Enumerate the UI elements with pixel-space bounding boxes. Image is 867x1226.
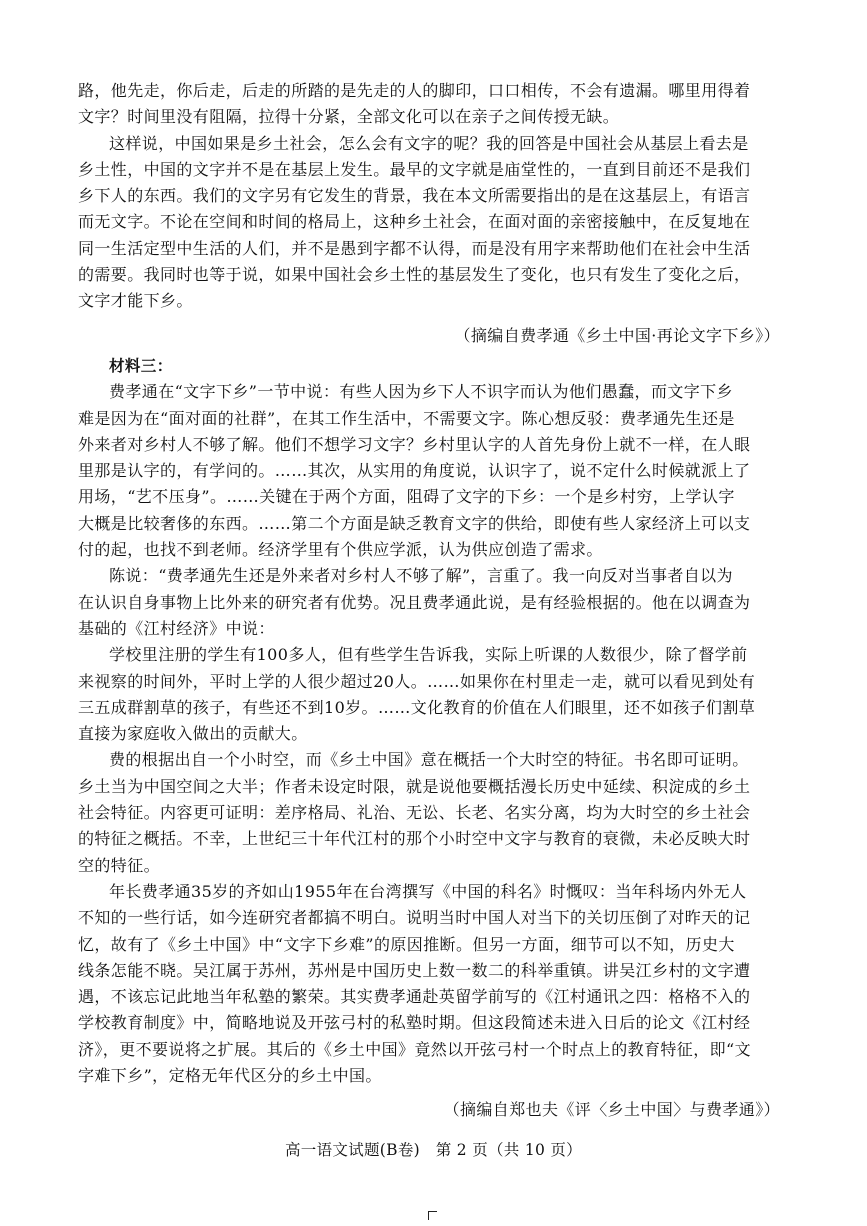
source-citation-2: （摘编自郑也夫《评〈乡土中国〉与费孝通》）	[443, 1100, 780, 1120]
paragraph-6	[78, 747, 790, 878]
text-line: 难是因为在“面对面的社群”，在其工作生活中，不需要文字。陈心想反驳：费孝通先生还是	[78, 408, 735, 428]
text-line: 费的根据出自一个小时空，而《乡土中国》意在概括一个大时空的特征。书名即可证明。	[109, 750, 749, 770]
crop-mark	[428, 1211, 437, 1220]
text-line: 忆，故有了《乡土中国》中“文字下乡难”的原因推断。但另一方面，细节可以不知，历史大	[78, 934, 735, 954]
text-line: 用场，“艺不压身”。……关键在于两个方面，阻碍了文字的下乡：一个是乡村穷，上学认字	[78, 487, 735, 507]
paragraph-3	[78, 379, 790, 563]
text-line: 而无文字。不论在空间和时间的格局上，这种乡土社会，在面对面的亲密接触中，在反复地在	[78, 212, 751, 232]
text-line: 社会特征。内容更可证明：差序格局、礼治、无讼、长老、名实分离，均为大时空的乡土社会	[78, 803, 751, 823]
text-line: 陈说：“费孝通先生还是外来者对乡村人不够了解”，言重了。我一向反对当事者自以为	[109, 566, 733, 586]
text-line: 乡土性，中国的文字并不是在基层上发生。最早的文字就是庙堂性的，一直到目前还不是我们	[78, 159, 751, 179]
text-line: 在认识自身事物上比外来的研究者有优势。况且费孝通此说，是有经验根据的。他在以调查为	[78, 592, 751, 612]
text-line: 付的起，也找不到老师。经济学里有个供应学派，认为供应创造了需求。	[78, 540, 603, 560]
text-line: 学校教育制度》中，简略地说及开弦弓村的私塾时期。但这段简述未进入日后的论文《江村经	[78, 1013, 751, 1033]
article-body	[78, 78, 790, 1124]
text-line: 里那是认字的，有学问的。……其次，从实用的角度说，认识字了，说不定什么时候就派上了	[78, 461, 751, 481]
text-line: 文字？时间里没有阻隔，拉得十分紧，全部文化可以在亲子之间传授无缺。	[78, 107, 620, 127]
text-line: 这样说，中国如果是乡土社会，怎么会有文字的呢？我的回答是中国社会从基层上看去是	[109, 133, 749, 153]
text-line: 外来者对乡村人不够了解。他们不想学习文字？乡村里认字的人首先身份上就不一样，在人眼	[78, 434, 751, 454]
text-line: 线条怎能不晓。吴江属于苏州，苏州是中国历史上数一数二的科举重镇。讲吴江乡村的文字遭	[78, 960, 751, 980]
page-footer: 高一语文试题(B卷) 第 2 页（共 10 页）	[285, 1141, 582, 1159]
text-line: 文字才能下乡。	[78, 291, 193, 311]
material-3-heading: 材料三：	[109, 356, 173, 375]
text-line: 费孝通在“文字下乡”一节中说：有些人因为乡下人不识字而认为他们愚蠢，而文字下乡	[109, 382, 733, 402]
text-line: 年长费孝通35岁的齐如山1955年在台湾撰写《中国的科名》时慨叹：当年科场内外无人	[109, 881, 747, 901]
text-line: 大概是比较奢侈的东西。……第二个方面是缺乏教育文字的供给，即使有些人家经济上可以支	[78, 513, 751, 533]
text-line: 乡土当为中国空间之大半；作者未设定时限，就是说他要概括漫长历史中延续、积淀成的乡土	[78, 776, 751, 796]
text-line: 不知的一些行话，如今连研究者都搞不明白。说明当时中国人对当下的关切压倒了对昨天的记	[78, 908, 751, 928]
text-line: 同一生活定型中生活的人们，并不是愚到字都不认得，而是没有用字来帮助他们在社会中生活	[78, 238, 751, 258]
paragraph-5-quote	[78, 642, 790, 747]
text-line: 来视察的时间外，平时上学的人很少超过20人。……如果你在村里走一走，就可以看见到处有	[78, 671, 756, 691]
text-line: 路，他先走，你后走，后走的所踏的是先走的人的脚印，口口相传，不会有遗漏。哪里用得着	[78, 81, 751, 100]
paragraph-1	[78, 78, 790, 131]
source-citation-1: （摘编自费孝通《乡土中国·再论文字下乡》）	[454, 325, 780, 345]
text-line: 济》，更不要说将之扩展。其后的《乡土中国》竟然以开弦弓村一个时点上的教育特征，即“文	[78, 1039, 751, 1059]
text-line: 的特征之概括。不幸，上世纪三十年代江村的那个小时空中文字与教育的衰微，未必反映大时	[78, 829, 751, 849]
text-line: 字难下乡”，定格无年代区分的乡土中国。	[78, 1065, 382, 1085]
text-line: 直接为家庭收入做出的贡献大。	[78, 724, 308, 744]
text-line: 遇，不该忘记此地当年私塾的繁荣。其实费孝通赴英留学前写的《江村通讯之四：格格不入的	[78, 987, 751, 1007]
text-line: 三五成群割草的孩子，有些还不到10岁。……文化教育的价值在人们眼里，还不如孩子们割草	[78, 697, 756, 717]
text-line: 学校里注册的学生有100多人，但有些学生告诉我，实际上听课的人数很少，除了督学前	[109, 645, 748, 665]
paragraph-2	[78, 131, 790, 315]
text-line: 空的特征。	[78, 855, 161, 875]
text-line: 的需要。我同时也等于说，如果中国社会乡土性的基层发生了变化，也只有发生了变化之后，	[78, 265, 751, 285]
text-line: 基础的《江村经济》中说：	[78, 618, 275, 638]
text-line: 乡下人的东西。我们的文字另有它发生的背景，我在本文所需要指出的是在这基层上，有语言	[78, 186, 751, 206]
paragraph-7	[78, 879, 790, 1089]
paragraph-4	[78, 563, 790, 642]
